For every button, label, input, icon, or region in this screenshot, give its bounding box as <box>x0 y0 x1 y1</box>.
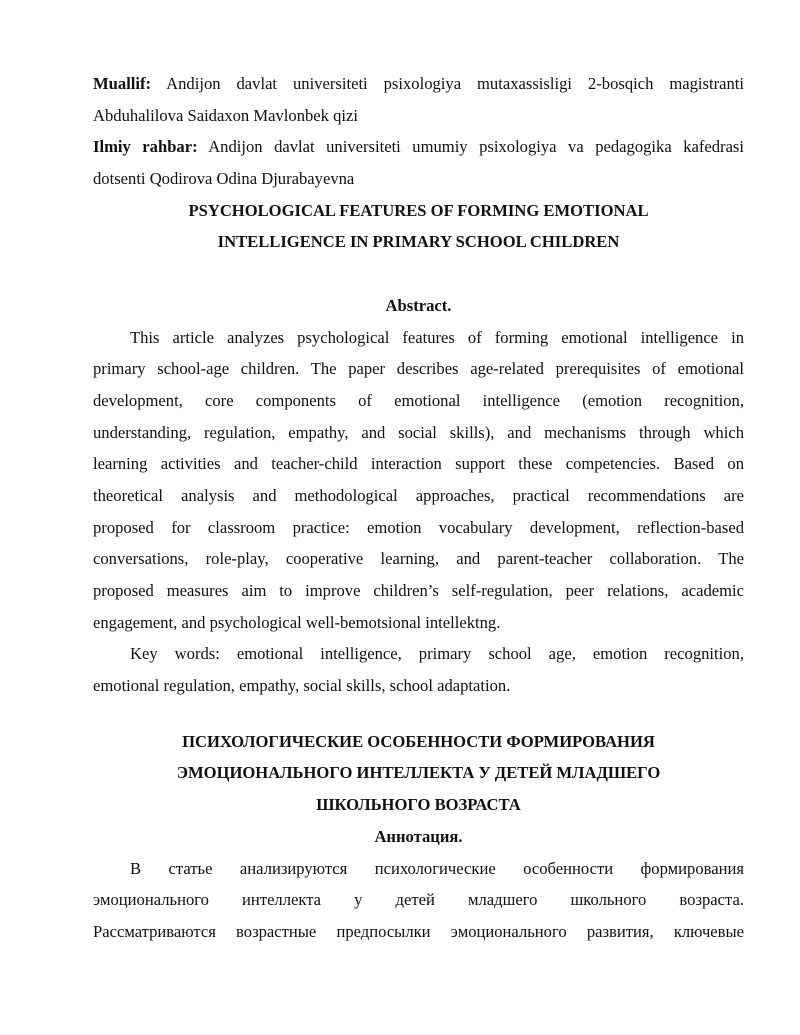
annotation-line: В статье анализируются психологические особенности формирования <box>130 858 744 878</box>
english-title-line-1: PSYCHOLOGICAL FEATURES OF FORMING EMOTIONAL <box>188 200 649 220</box>
supervisor-affiliation: Andijon davlat universiteti umumiy psixologiya va pedagogika kafedrasi <box>208 137 744 157</box>
russian-title-line-2: ЭМОЦИОНАЛЬНОГО ИНТЕЛЛЕКТА У ДЕТЕЙ МЛАДШЕГО <box>176 763 661 783</box>
supervisor-label: Ilmiy rahbar: <box>93 137 198 157</box>
abstract-line: learning activities and teacher-child interaction support these competencies. Based on <box>93 454 744 474</box>
russian-title-line-3: ШКОЛЬНОГО ВОЗРАСТА <box>316 795 521 815</box>
keywords-line: emotional regulation, empathy, social skills, school adaptation. <box>93 676 511 696</box>
abstract-line: engagement, and psychological well-bemotsional intellektng. <box>93 612 501 632</box>
abstract-heading: Abstract. <box>385 295 452 315</box>
author-name: Abduhalilova Saidaxon Mavlonbek qizi <box>93 105 358 125</box>
spacer <box>93 702 744 726</box>
abstract-line: development, core components of emotional intelligence (emotion recognition, <box>93 390 744 410</box>
annotation-line: Рассматриваются возрастные предпосылки эмоционального развития, ключевые <box>93 921 744 941</box>
document-page <box>93 68 744 948</box>
russian-title-line-1: ПСИХОЛОГИЧЕСКИЕ ОСОБЕННОСТИ ФОРМИРОВАНИЯ <box>182 731 655 751</box>
abstract-body <box>93 322 744 639</box>
english-title-line-2: INTELLIGENCE IN PRIMARY SCHOOL CHILDREN <box>217 232 620 252</box>
abstract-line: theoretical analysis and methodological approaches, practical recommendations are <box>93 485 744 505</box>
abstract-line: conversations, role-play, cooperative learning, and parent-teacher collaboration. The <box>93 549 744 569</box>
author-label: Muallif: <box>93 74 152 93</box>
author-line-1 <box>93 68 744 100</box>
abstract-line: proposed for classroom practice: emotion vocabulary development, reflection-based <box>93 517 744 537</box>
author-block <box>93 68 744 195</box>
supervisor-name: dotsenti Qodirova Odina Djurabayevna <box>93 169 355 189</box>
english-title <box>93 195 744 258</box>
abstract-line: This article analyzes psychological features of forming emotional intelligence in <box>130 327 744 347</box>
spacer <box>93 258 744 290</box>
author-affiliation: Andijon davlat universiteti psixologiya mutaxassisligi 2-bosqich magistranti <box>166 74 745 93</box>
keywords-line: Key words: emotional intelligence, primary school age, emotion recognition, <box>130 644 744 664</box>
annotation-heading: Аннотация. <box>374 826 463 846</box>
supervisor-line-1 <box>93 131 744 163</box>
annotation-line: эмоционального интеллекта у детей младшего школьного возраста. <box>93 890 744 910</box>
russian-title <box>93 726 744 821</box>
abstract-line: understanding, regulation, empathy, and social skills), and mechanisms through which <box>93 422 744 442</box>
abstract-line: proposed measures aim to improve children’s self-regulation, peer relations, academic <box>93 581 744 600</box>
annotation-body <box>93 853 744 948</box>
abstract-line: primary school-age children. The paper describes age-related prerequisites of emotional <box>93 359 744 379</box>
keywords <box>93 638 744 701</box>
